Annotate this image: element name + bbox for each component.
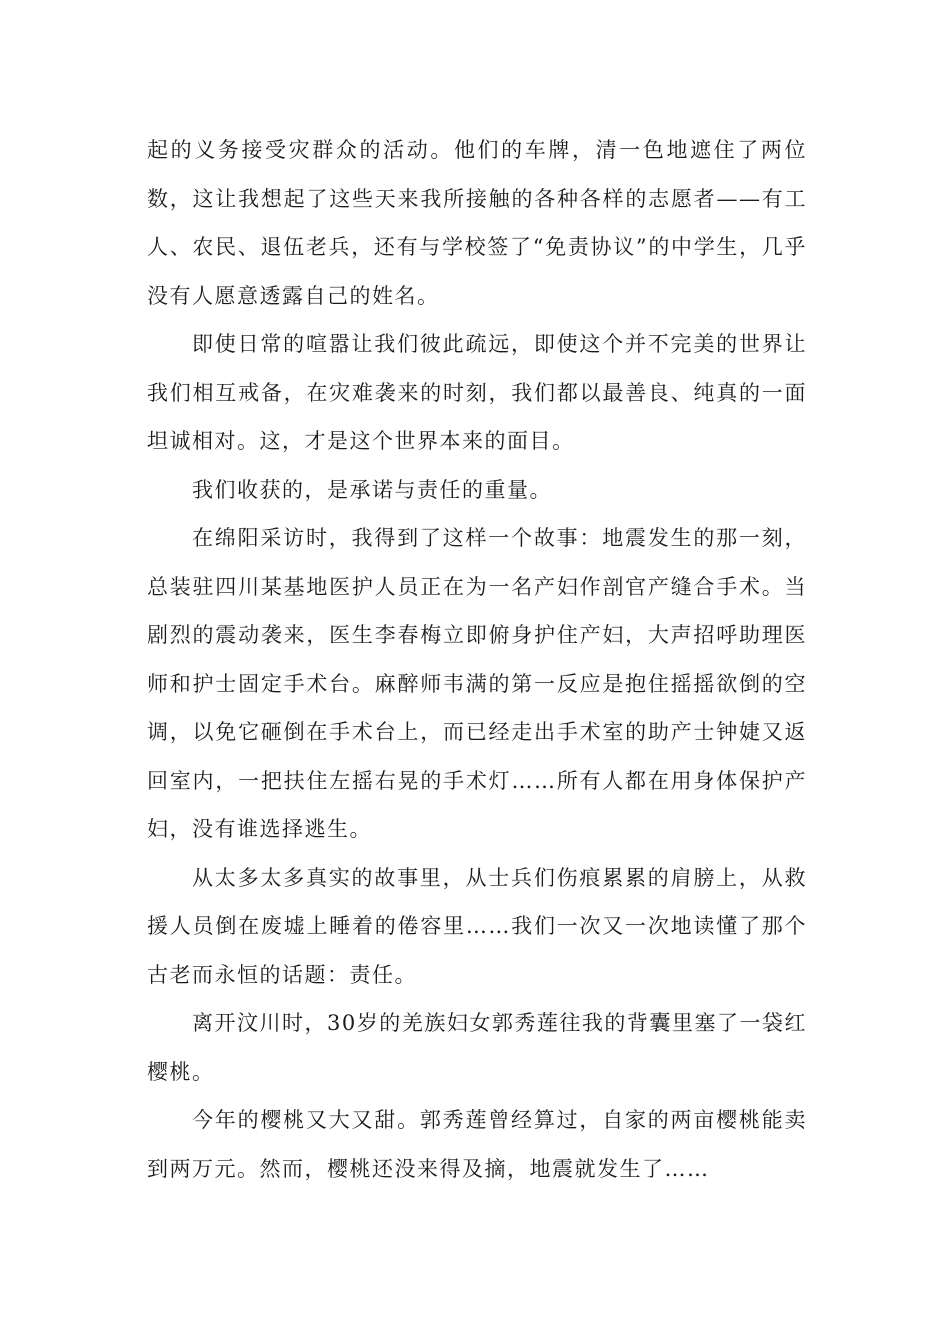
- paragraph: 在绵阳采访时，我得到了这样一个故事：地震发生的那一刻，总装驻四川某基地医护人员正在为一名产妇作剖官产缝合手术。当剧烈的震动袭来，医生李春梅立即俯身护住产妇，大声招呼助理医师和护士固定手术台。麻醉师韦满的第一反应是抱住摇摇欲倒的空调，以免它砸倒在手术台上，而已经走出手术室的助产士钟婕又返回室内，一把扶住左摇右晃的手术灯……所有人都在用身体保护产妇，没有谁选择逃生。: [147, 526, 807, 841]
- paragraph: 从太多太多真实的故事里，从士兵们伤痕累累的肩膀上，从救援人员倒在废墟上睡着的倦容里……我们一次又一次地读懂了那个古老而永恒的话题：责任。: [147, 865, 807, 987]
- paragraph: 离开汶川时，30岁的羌族妇女郭秀莲往我的背囊里塞了一袋红樱桃。: [147, 1011, 807, 1084]
- paragraph: 即使日常的喧嚣让我们彼此疏远，即使这个并不完美的世界让我们相互戒备，在灾难袭来的时刻，我们都以最善良、纯真的一面坦诚相对。这，才是这个世界本来的面目。: [147, 332, 807, 453]
- paragraph: 我们收获的，是承诺与责任的重量。: [192, 477, 552, 502]
- paragraph: 今年的樱桃又大又甜。郭秀莲曾经算过，自家的两亩樱桃能卖到两万元。然而，樱桃还没来得及摘，地震就发生了……: [147, 1108, 807, 1181]
- article-body: [147, 126, 807, 1193]
- paragraph-continued: 起的义务接受灾群众的活动。他们的车牌，清一色地遮住了两位数，这让我想起了这些天来我所接触的各种各样的志愿者——有工人、农民、退伍老兵，还有与学校签了“免责协议”的中学生，几乎没有人愿意透露自己的姓名。: [147, 138, 807, 308]
